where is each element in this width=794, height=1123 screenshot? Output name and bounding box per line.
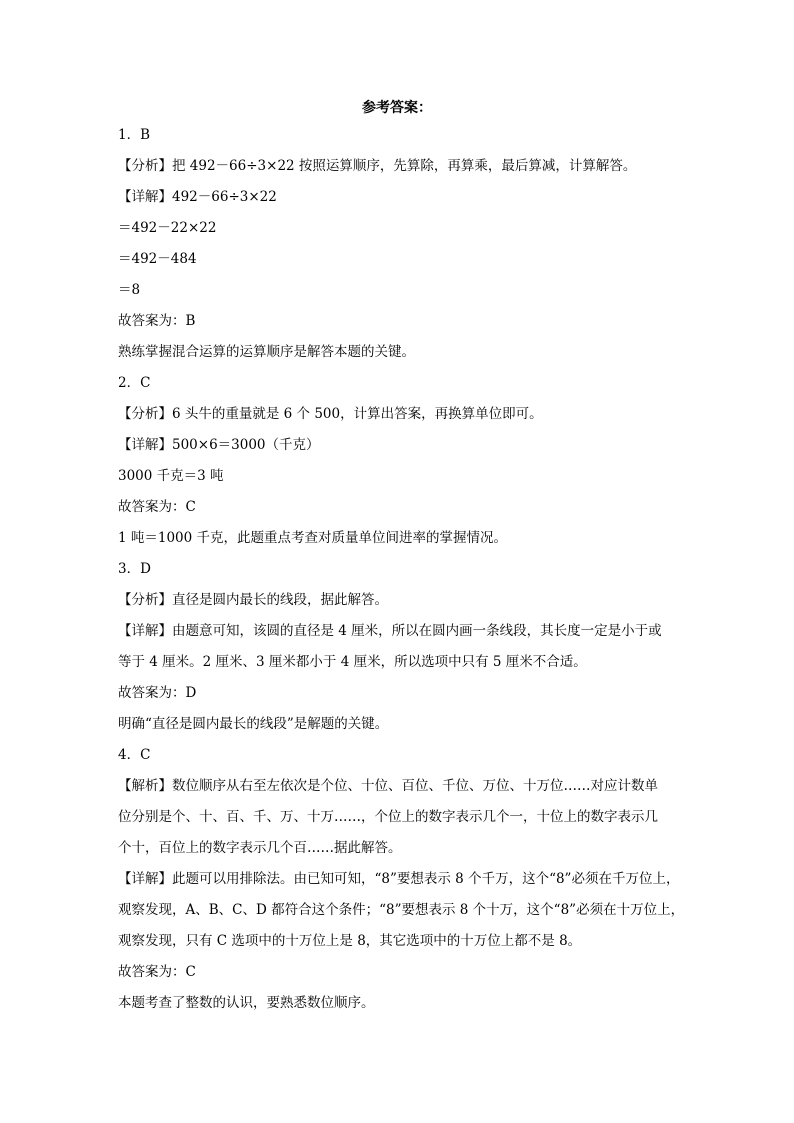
analysis-line: 【分析】把 492－66÷3×22 按照运算顺序，先算除，再算乘，最后算减，计算解答。 [118,158,637,174]
analysis-line: 【解析】数位顺序从右至左依次是个位、十位、百位、千位、万位、十万位……对应计数单 [118,778,658,794]
detail-line: 观察发现，A、B、C、D 都符合这个条件；“8”要想表示 8 个十万，这个“8”必须在十万位上， [118,902,685,918]
detail-line: 【详解】此题可以用排除法。由已知可知，“8”要想表示 8 个千万，这个“8”必须在千万位上， [118,871,680,887]
answer-line: 故答案为：B [118,313,196,329]
comment-line: 明确“直径是圆内最长的线段”是解题的关键。 [118,716,389,732]
answer-line: 故答案为：C [118,499,196,515]
analysis-line: 位分别是个、十、百、千、万、十万……，个位上的数字表示几个一，十位上的数字表示几 [118,809,658,825]
answer-content [118,120,685,1019]
detail-line: 等于 4 厘米。2 厘米、3 厘米都小于 4 厘米，所以选项中只有 5 厘米不合适。 [118,654,587,670]
calc-line: ＝492－22×22 [118,220,217,236]
detail-line: 【详解】由题意可知，该圆的直径是 4 厘米，所以在圆内画一条线段，其长度一定是小于或 [118,623,662,639]
answer-line: 故答案为：C [118,964,196,980]
page-title: 参考答案： [362,100,432,116]
detail-line: 【详解】500×6＝3000（千克） [118,437,320,453]
answer-number: 1．B [118,127,151,143]
calc-line: ＝8 [118,282,141,298]
detail-line: 观察发现，只有 C 选项中的十万位上是 8，其它选项中的十万位上都不是 8。 [118,933,582,949]
answer-number: 4．C [118,747,151,763]
calc-line: 3000 千克＝3 吨 [118,468,224,484]
calc-line: ＝492－484 [118,251,197,267]
comment-line: 1 吨＝1000 千克，此题重点考查对质量单位间进率的掌握情况。 [118,530,508,546]
comment-line: 本题考查了整数的认识，要熟悉数位顺序。 [118,995,375,1011]
analysis-line: 【分析】直径是圆内最长的线段，据此解答。 [118,592,388,608]
answer-line: 故答案为：D [118,685,197,701]
analysis-line: 个十，百位上的数字表示几个百……据此解答。 [118,840,402,856]
analysis-line: 【分析】6 头牛的重量就是 6 个 500，计算出答案，再换算单位即可。 [118,406,543,422]
answer-number: 2．C [118,375,151,391]
answer-number: 3．D [118,561,151,577]
detail-line: 【详解】492－66÷3×22 [118,189,277,205]
comment-line: 熟练掌握混合运算的运算顺序是解答本题的关键。 [118,344,415,360]
